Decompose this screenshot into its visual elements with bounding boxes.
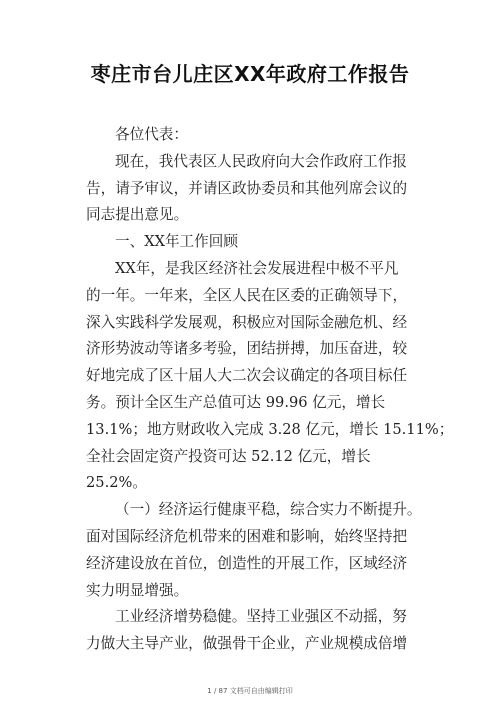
paragraph-line: 实力明显增强。 <box>86 581 189 599</box>
paragraph-line: XX年，是我区经济社会发展进程中极不平凡 <box>115 259 399 277</box>
paragraph-line: 济形势波动等诸多考验，团结拼搏，加压奋进，较 <box>86 340 408 358</box>
paragraph-line: 经济建设放在首位，创造性的开展工作，区域经济 <box>86 554 408 572</box>
document-body <box>86 122 454 658</box>
paragraph-line: 13.1%；地方财政收入完成 3.28 亿元，增长 15.11%； <box>86 420 454 438</box>
paragraph-line: 同志提出意见。 <box>86 206 189 224</box>
paragraph-line: 力做大主导产业，做强骨干企业，产业规模成倍增 <box>86 635 408 653</box>
paragraph-line: 好地完成了区十届人大二次会议确定的各项目标任 <box>86 367 408 385</box>
paragraph-line: 现在，我代表区人民政府向大会作政府工作报 <box>115 152 407 170</box>
page-footer: 1 / 87 文档可自由编辑打印 <box>207 687 293 695</box>
paragraph-line: 告，请予审议，并请区政协委员和其他列席会议的 <box>86 179 408 197</box>
paragraph-line: 各位代表： <box>115 126 188 143</box>
paragraph-line: 务。预计全区生产总值可达 99.96 亿元，增长 <box>86 393 386 411</box>
document-title: 枣庄市台儿庄区XX年政府工作报告 <box>90 62 410 86</box>
paragraph-line: 的一年。一年来，全区人民在区委的正确领导下， <box>86 286 408 304</box>
paragraph-line: 工业经济增势稳健。坚持工业强区不动摇，努 <box>115 608 407 626</box>
subsection-heading: （一）经济运行健康平稳，综合实力不断提升。 <box>115 501 422 519</box>
section-heading: 一、XX年工作回顾 <box>115 233 238 251</box>
paragraph-line: 全社会固定资产投资可达 52.12 亿元，增长 <box>86 447 371 465</box>
paragraph-line: 深入实践科学发展观，积极应对国际金融危机、经 <box>86 313 408 331</box>
paragraph-line: 25.2%。 <box>86 474 147 492</box>
paragraph-line: 面对国际经济危机带来的困难和影响，始终坚持把 <box>86 527 408 545</box>
